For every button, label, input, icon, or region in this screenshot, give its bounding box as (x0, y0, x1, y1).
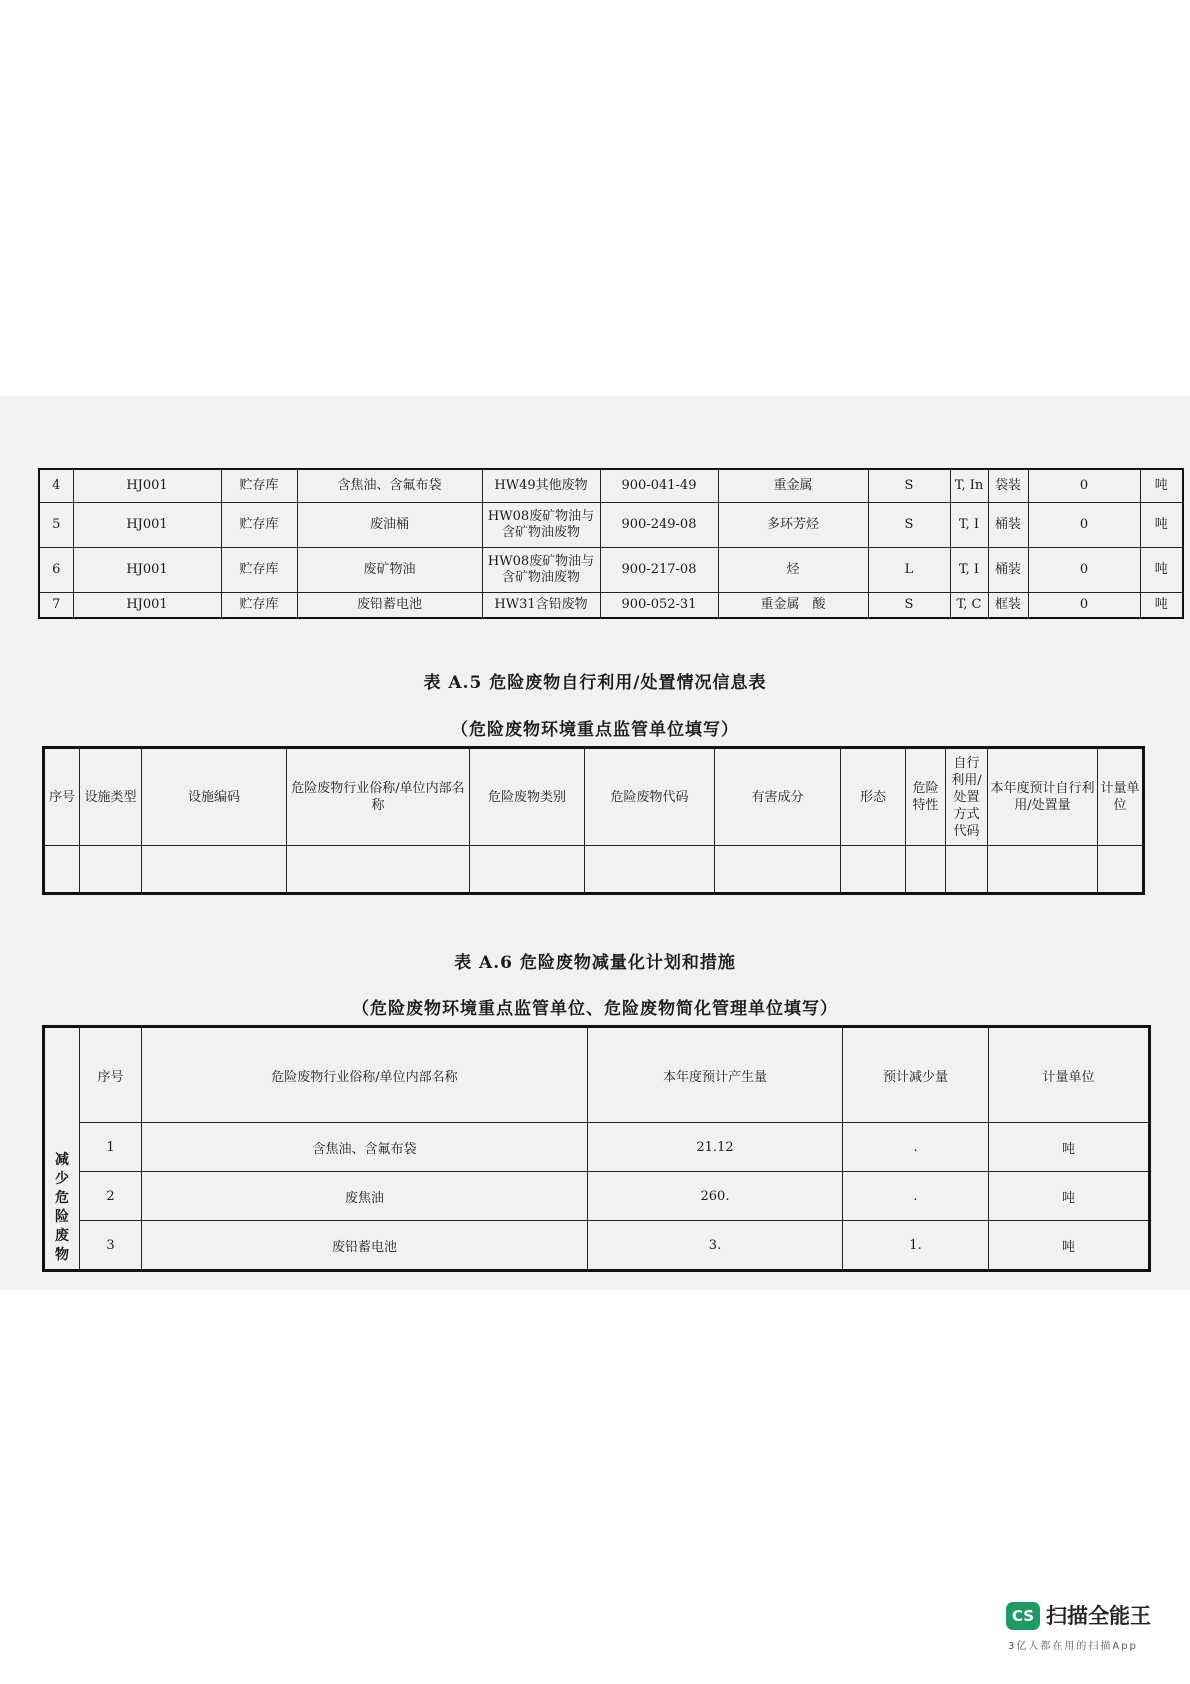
header-reduced: 预计减少量 (843, 1027, 989, 1123)
unit: 吨 (1140, 469, 1183, 503)
header-waste-code: 危险废物代码 (585, 748, 715, 846)
facility-code: HJ001 (73, 503, 221, 548)
waste-name: 废焦油 (142, 1172, 588, 1221)
table-row (39, 548, 1183, 593)
table-a5-title: 表 A.5 危险废物自行利用/处置情况信息表 (423, 673, 767, 693)
table-row-empty (44, 846, 1144, 894)
reduced-amount: . (843, 1123, 989, 1172)
amount: 0 (1028, 469, 1140, 503)
header-no: 序号 (80, 1027, 142, 1123)
header-waste-name: 危险废物行业俗称/单位内部名称 (287, 748, 470, 846)
facility-code: HJ001 (73, 548, 221, 593)
unit: 吨 (989, 1172, 1150, 1221)
cell (1098, 846, 1144, 894)
row-no: 6 (39, 548, 73, 593)
waste-category: HW31含铅废物 (482, 593, 600, 619)
table-row (39, 593, 1183, 619)
row-no: 3 (80, 1221, 142, 1271)
table-a6-title: 表 A.6 危险废物减量化计划和措施 (454, 953, 736, 973)
header-form: 形态 (841, 748, 906, 846)
row-no: 2 (80, 1172, 142, 1221)
package-type: 桶装 (988, 548, 1028, 593)
waste-form: L (868, 548, 950, 593)
header-disposal-amount: 本年度预计自行利用/处置量 (988, 748, 1098, 846)
header-waste-name: 危险废物行业俗称/单位内部名称 (142, 1027, 588, 1123)
package-type: 袋装 (988, 469, 1028, 503)
waste-name: 含焦油、含氟布袋 (297, 469, 482, 503)
header-facility-code: 设施编码 (142, 748, 287, 846)
facility-code: HJ001 (73, 593, 221, 619)
row-no: 5 (39, 503, 73, 548)
cell (142, 846, 287, 894)
table-row (44, 1221, 1150, 1271)
waste-name: 废铅蓄电池 (297, 593, 482, 619)
hazard-property: T, C (950, 593, 988, 619)
produced-amount: 3. (588, 1221, 843, 1271)
header-harmful-component: 有害成分 (715, 748, 841, 846)
cell (906, 846, 946, 894)
produced-amount: 21.12 (588, 1123, 843, 1172)
facility-type: 贮存库 (221, 548, 297, 593)
harmful-component: 重金属 酸 (718, 593, 868, 619)
table-header-row (44, 748, 1144, 846)
header-unit: 计量单位 (989, 1027, 1150, 1123)
header-hazard: 危险特性 (906, 748, 946, 846)
waste-category: HW08废矿物油与含矿物油废物 (482, 503, 600, 548)
header-no: 序号 (44, 748, 80, 846)
header-waste-category: 危险废物类别 (470, 748, 585, 846)
facility-type: 贮存库 (221, 593, 297, 619)
waste-code: 900-217-08 (600, 548, 718, 593)
unit: 吨 (989, 1123, 1150, 1172)
waste-name: 废矿物油 (297, 548, 482, 593)
row-no: 7 (39, 593, 73, 619)
table-a4-continuation (38, 468, 1184, 619)
cell (585, 846, 715, 894)
waste-category: HW08废矿物油与含矿物油废物 (482, 548, 600, 593)
cs-logo-icon: CS (1006, 1602, 1040, 1630)
table-a6-subtitle: （危险废物环境重点监管单位、危险废物简化管理单位填写） (352, 999, 838, 1019)
scanner-watermark (1006, 1600, 1166, 1656)
unit: 吨 (1140, 593, 1183, 619)
table-a6 (42, 1025, 1151, 1272)
cell (80, 846, 142, 894)
amount: 0 (1028, 548, 1140, 593)
facility-type: 贮存库 (221, 503, 297, 548)
cell (715, 846, 841, 894)
reduced-amount: 1. (843, 1221, 989, 1271)
waste-code: 900-052-31 (600, 593, 718, 619)
hazard-property: T, In (950, 469, 988, 503)
harmful-component: 多环芳烃 (718, 503, 868, 548)
waste-category: HW49其他废物 (482, 469, 600, 503)
waste-code: 900-249-08 (600, 503, 718, 548)
row-no: 4 (39, 469, 73, 503)
waste-form: S (868, 503, 950, 548)
row-no: 1 (80, 1123, 142, 1172)
facility-code: HJ001 (73, 469, 221, 503)
table-header-row (44, 1027, 1150, 1123)
produced-amount: 260. (588, 1172, 843, 1221)
table-row (44, 1172, 1150, 1221)
waste-form: S (868, 469, 950, 503)
unit: 吨 (1140, 503, 1183, 548)
cell (946, 846, 988, 894)
side-label (44, 1027, 80, 1271)
table-a5-subtitle: （危险废物环境重点监管单位填写） (451, 720, 739, 740)
table-row (39, 503, 1183, 548)
waste-name: 废油桶 (297, 503, 482, 548)
table-a5 (42, 746, 1145, 895)
harmful-component: 重金属 (718, 469, 868, 503)
waste-name: 含焦油、含氟布袋 (142, 1123, 588, 1172)
side-label-text: 减少危险废物 (55, 1152, 69, 1263)
watermark-tagline: 3亿人都在用的扫描App (1008, 1641, 1138, 1652)
amount: 0 (1028, 593, 1140, 619)
unit: 吨 (1140, 548, 1183, 593)
unit: 吨 (989, 1221, 1150, 1271)
waste-name: 废铅蓄电池 (142, 1221, 588, 1271)
package-type: 框装 (988, 593, 1028, 619)
table-row (39, 469, 1183, 503)
reduced-amount: . (843, 1172, 989, 1221)
watermark-name: 扫描全能王 (1046, 1604, 1151, 1628)
amount: 0 (1028, 503, 1140, 548)
cell (841, 846, 906, 894)
header-disposal-method: 自行利用/处置方式代码 (946, 748, 988, 846)
cell (988, 846, 1098, 894)
cell (470, 846, 585, 894)
harmful-component: 烃 (718, 548, 868, 593)
facility-type: 贮存库 (221, 469, 297, 503)
header-facility-type: 设施类型 (80, 748, 142, 846)
waste-form: S (868, 593, 950, 619)
header-unit: 计量单位 (1098, 748, 1144, 846)
waste-code: 900-041-49 (600, 469, 718, 503)
table-row (44, 1123, 1150, 1172)
package-type: 桶装 (988, 503, 1028, 548)
cell (287, 846, 470, 894)
hazard-property: T, I (950, 503, 988, 548)
header-produced: 本年度预计产生量 (588, 1027, 843, 1123)
hazard-property: T, I (950, 548, 988, 593)
cell (44, 846, 80, 894)
